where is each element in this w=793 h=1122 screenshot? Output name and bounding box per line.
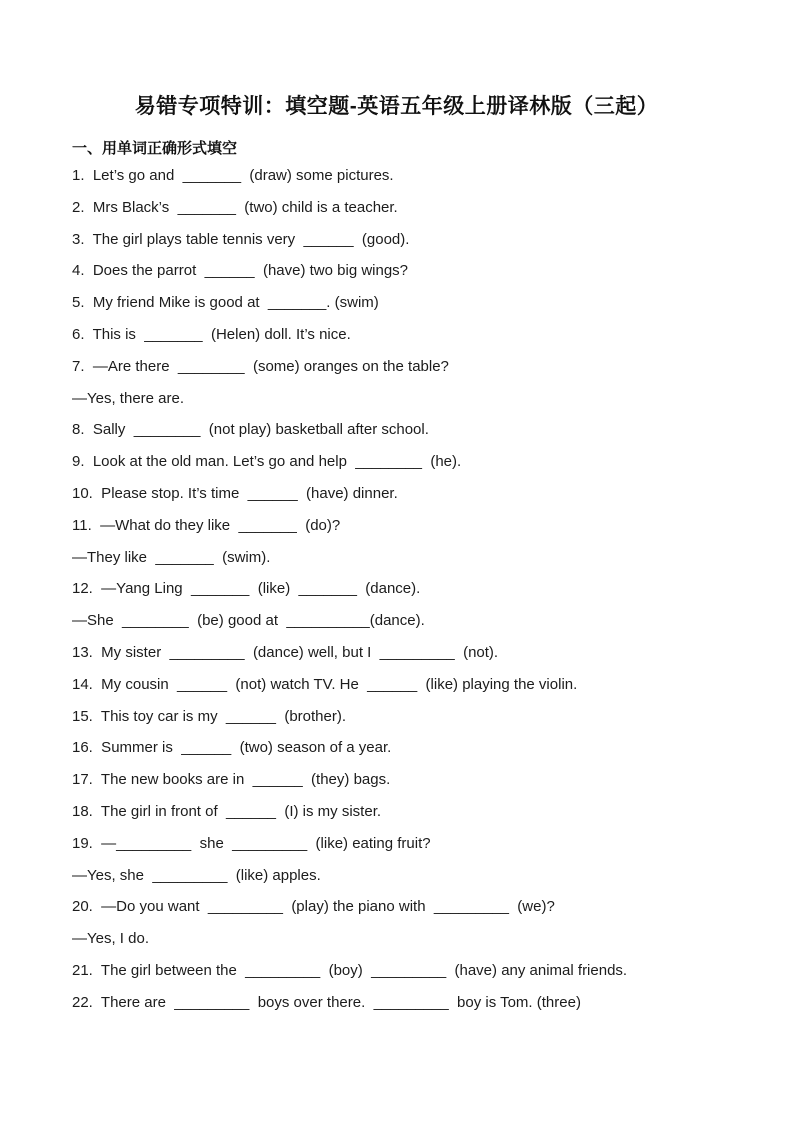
question-18: 18. The girl in front of ______ (I) is my sister. <box>72 802 382 820</box>
question-4: 4. Does the parrot ______ (have) two big wings? <box>72 262 409 280</box>
question-8: 8. Sally ________ (not play) basketball after school. <box>72 421 429 439</box>
question-20: 20. —Do you want _________ (play) the piano with _________ (we)? <box>72 898 555 916</box>
question-7: 7. —Are there ________ (some) oranges on the table? <box>72 357 449 375</box>
document-title: 易错专项特训：填空题-英语五年级上册译林版（三起） <box>134 95 659 118</box>
question-3: 3. The girl plays table tennis very ______ (good). <box>72 230 410 248</box>
question-19: 19. —_________ she _________ (like) eating fruit? <box>72 834 431 852</box>
question-12: 12. —Yang Ling _______ (like) _______ (dance). <box>72 580 421 598</box>
section-heading: 一、用单词正确形式填空 <box>72 140 238 157</box>
reply-line-q20: —Yes, I do. <box>72 930 149 948</box>
question-list <box>72 160 753 1019</box>
reply-line-q11: —They like _______ (swim). <box>72 548 271 566</box>
reply-line-q7: —Yes, there are. <box>72 389 185 407</box>
question-17: 17. The new books are in ______ (they) bags. <box>72 771 391 789</box>
question-15: 15. This toy car is my ______ (brother). <box>72 707 347 725</box>
question-2: 2. Mrs Black’s _______ (two) child is a teacher. <box>72 198 398 216</box>
question-16: 16. Summer is ______ (two) season of a year. <box>72 739 392 757</box>
question-9: 9. Look at the old man. Let’s go and help ________ (he). <box>72 453 462 471</box>
question-10: 10. Please stop. It’s time ______ (have) dinner. <box>72 484 398 502</box>
question-11: 11. —What do they like _______ (do)? <box>72 516 341 534</box>
question-5: 5. My friend Mike is good at _______. (swim) <box>72 294 379 312</box>
question-21: 21. The girl between the _________ (boy) _________ (have) any animal friends. <box>72 961 628 979</box>
question-22: 22. There are _________ boys over there. _________ boy is Tom. (three) <box>72 993 581 1011</box>
question-14: 14. My cousin ______ (not) watch TV. He ______ (like) playing the violin. <box>72 675 578 693</box>
question-6: 6. This is _______ (Helen) doll. It’s nice. <box>72 325 351 343</box>
reply-line-q12: —She ________ (be) good at __________(dance). <box>72 612 425 630</box>
question-1: 1. Let’s go and _______ (draw) some pictures. <box>72 167 394 184</box>
question-13: 13. My sister _________ (dance) well, but I _________ (not). <box>72 643 499 661</box>
reply-line-q19: —Yes, she _________ (like) apples. <box>72 866 321 884</box>
